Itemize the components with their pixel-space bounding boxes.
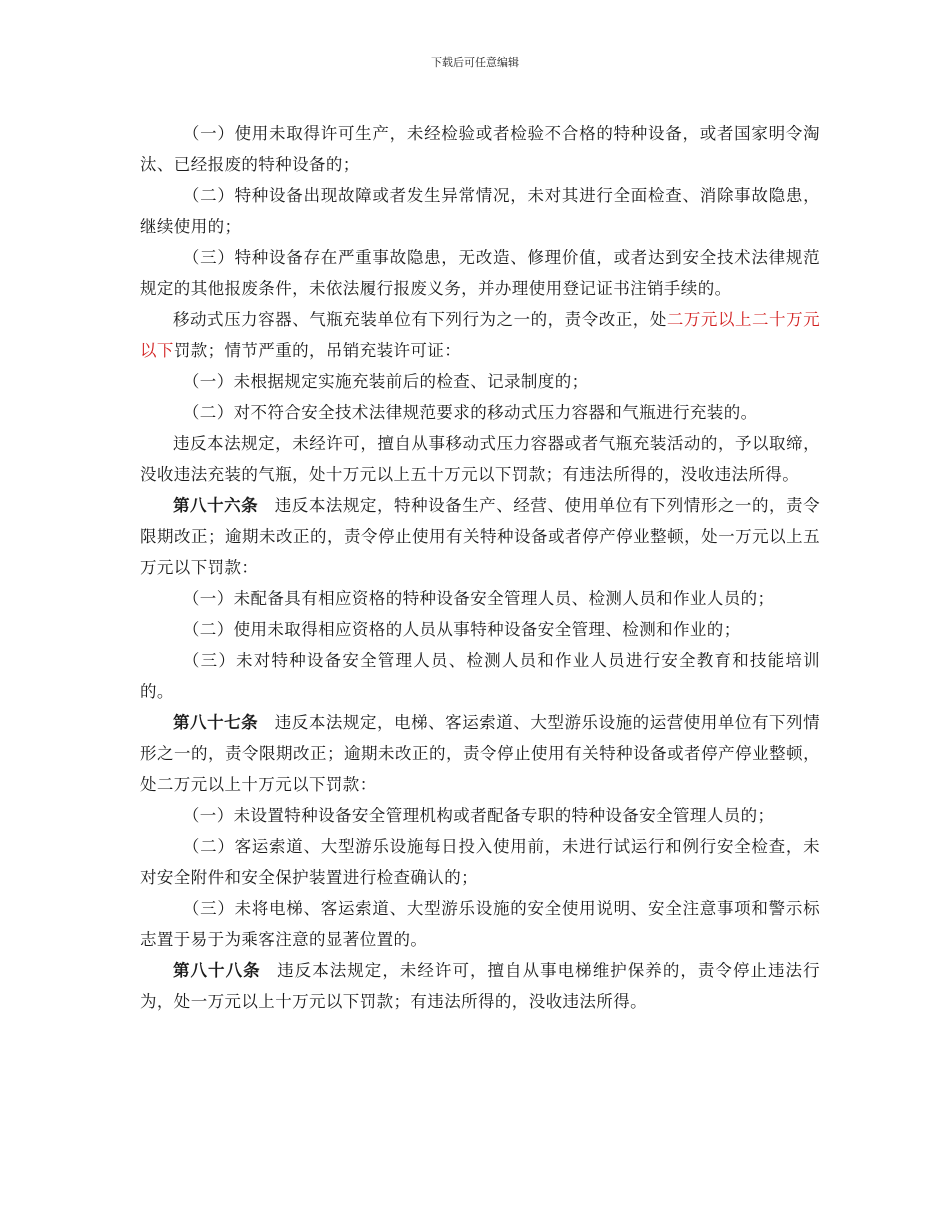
list-item: （一）未根据规定实施充装前后的检查、记录制度的； xyxy=(182,372,589,391)
list-item: （三）未将电梯、客运索道、大型游乐设施的安全使用说明、安全注意事项和警示标志置于易于为乘客注意的显著位置的。 xyxy=(140,899,820,949)
list-item: （三）特种设备存在严重事故隐患，无改造、修理价值，或者达到安全技术法律规范规定的其他报废条件，未依法履行报废义务，并办理使用登记证书注销手续的。 xyxy=(140,248,820,298)
paragraph-text: 移动式压力容器、气瓶充装单位有下列行为之一的，责令改正，处 xyxy=(173,310,667,329)
body-paragraph xyxy=(140,304,820,366)
highlighted-fine-text: 二万元以上二十万元以下 xyxy=(140,310,820,360)
list-item: （二）使用未取得相应资格的人员从事特种设备安全管理、检测和作业的； xyxy=(182,620,741,639)
list-item: （二）对不符合安全技术法律规范要求的移动式压力容器和气瓶进行充装的。 xyxy=(182,403,758,422)
article-title: 第八十七条 xyxy=(173,713,259,732)
article-paragraph xyxy=(140,707,820,800)
list-item: （一）未配备具有相应资格的特种设备安全管理人员、检测人员和作业人员的； xyxy=(182,589,775,608)
list-item: （二）特种设备出现故障或者发生异常情况，未对其进行全面检查、消除事故隐患，继续使用的； xyxy=(140,186,820,236)
article-title: 第八十六条 xyxy=(173,496,259,515)
article-title: 第八十八条 xyxy=(173,961,261,980)
list-item: （二）客运索道、大型游乐设施每日投入使用前，未进行试运行和例行安全检查，未对安全附件和安全保护装置进行检查确认的； xyxy=(140,837,820,887)
list-item: （三）未对特种设备安全管理人员、检测人员和作业人员进行安全教育和技能培训的。 xyxy=(140,651,820,701)
list-item: （一）未设置特种设备安全管理机构或者配备专职的特种设备安全管理人员的； xyxy=(182,806,775,825)
article-text: 违反本法规定，特种设备生产、经营、使用单位有下列情形之一的，责令限期改正；逾期未改正的，责令停止使用有关特种设备或者停产停业整顿，处一万元以上五万元以下罚款： xyxy=(140,496,821,577)
article-text: 违反本法规定，未经许可，擅自从事电梯维护保养的，责令停止违法行为，处一万元以上十万元以下罚款；有违法所得的，没收违法所得。 xyxy=(140,961,820,1011)
page-header: 下载后可任意编辑 xyxy=(431,56,519,69)
article-paragraph xyxy=(140,955,820,1017)
article-paragraph xyxy=(140,490,820,583)
document-body xyxy=(140,118,820,1017)
article-text: 违反本法规定，电梯、客运索道、大型游乐设施的运营使用单位有下列情形之一的，责令限期改正；逾期未改正的，责令停止使用有关特种设备或者停产停业整顿，处二万元以上十万元以下罚款： xyxy=(140,713,821,794)
body-paragraph: 违反本法规定，未经许可，擅自从事移动式压力容器或者气瓶充装活动的，予以取缔，没收违法充装的气瓶，处十万元以上五十万元以下罚款；有违法所得的，没收违法所得。 xyxy=(140,434,820,484)
paragraph-text: 罚款；情节严重的，吊销充装许可证： xyxy=(173,341,462,360)
list-item: （一）使用未取得许可生产，未经检验或者检验不合格的特种设备，或者国家明令淘汰、已经报废的特种设备的； xyxy=(140,124,820,174)
